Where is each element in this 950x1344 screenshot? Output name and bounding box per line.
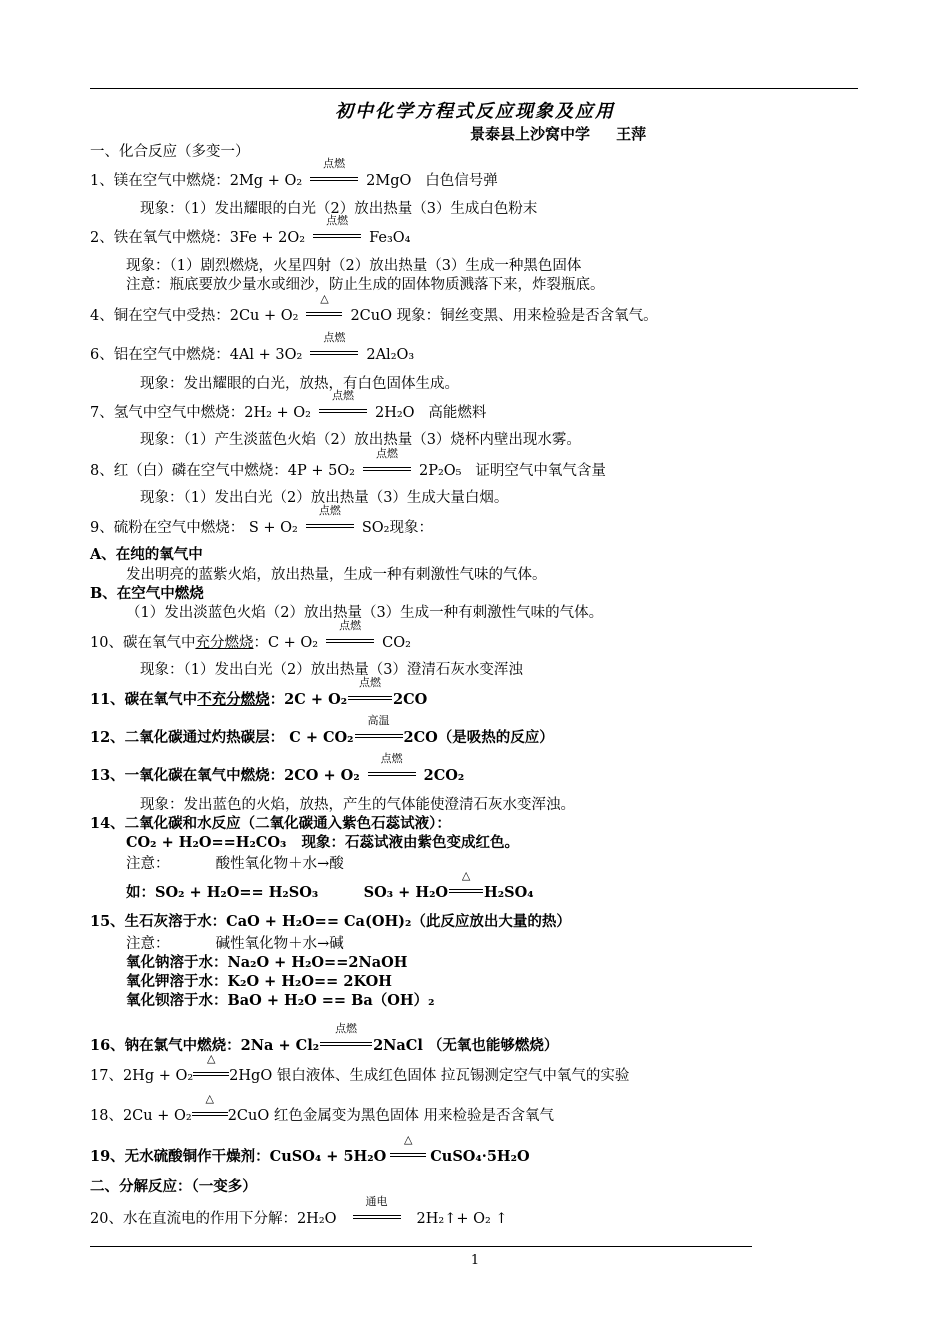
condition-arrow — [192, 1092, 228, 1120]
reaction-4 — [90, 292, 658, 325]
condition-label: △ — [461, 869, 471, 882]
reaction-12-reactants: 12、二氧化碳通过灼热碳层： C + CO₂ — [90, 729, 354, 746]
reaction-7-reactants: 7、氢气中空气中燃烧：2H₂ + O₂ — [90, 405, 311, 421]
reaction-20-products: 2H₂↑+ O₂ ↑ — [416, 1211, 508, 1227]
condition-label: 点燃 — [359, 676, 382, 689]
condition-label: 点燃 — [326, 214, 349, 227]
condition-label: 点燃 — [380, 752, 403, 765]
reaction-16-reactants: 16、钠在氯气中燃烧：2Na + Cl₂ — [90, 1037, 320, 1054]
reaction-10-underlined: 充分燃烧 — [195, 635, 254, 651]
condition-arrow — [313, 214, 361, 242]
reaction-9-case-b-desc: （1）发出淡蓝色火焰（2）放出热量（3）生成一种有刺激性气味的气体。 — [126, 605, 604, 621]
reaction-8 — [90, 447, 606, 480]
reaction-10-reactants: ：C + O₂ — [253, 635, 319, 651]
reaction-14: 14、二氧化碳和水反应（二氧化碳通入紫色石蕊试液）： — [90, 815, 451, 832]
condition-arrow — [355, 714, 403, 742]
reaction-17-products: 2HgO 银白液体、生成红色固体 拉瓦锡测定空气中氧气的实验 — [229, 1068, 630, 1084]
reaction-2-note: 注意：瓶底要放少量水或细沙，防止生成的固体物质溅落下来，炸裂瓶底。 — [126, 277, 605, 293]
condition-arrow — [306, 292, 342, 320]
reaction-9-case-b: B、在空气中燃烧 — [90, 585, 204, 602]
condition-arrow — [348, 676, 392, 704]
reaction-10-prefix: 10、碳在氧气中 — [90, 635, 196, 651]
condition-label: 点燃 — [318, 504, 341, 517]
condition-arrow — [319, 389, 367, 417]
reaction-11-prefix: 11、碳在氧气中 — [90, 691, 198, 708]
document-title: 初中化学方程式反应现象及应用 — [335, 101, 615, 122]
reaction-16 — [90, 1022, 559, 1055]
reaction-18 — [90, 1092, 554, 1125]
condition-arrow — [368, 752, 416, 780]
condition-arrow — [326, 619, 374, 647]
reaction-14-examples-product: H₂SO₄ — [484, 884, 534, 901]
page-number: 1 — [470, 1253, 480, 1268]
reaction-7-phenomenon: 现象：（1）产生淡蓝色火焰（2）放出热量（3）烧杯内壁出现水雾。 — [140, 432, 581, 448]
reaction-2 — [90, 214, 411, 247]
author-line: 景泰县上沙窝中学 王萍 — [470, 125, 647, 143]
reaction-4-products: 2CuO 现象：铜丝变黑、用来检验是否含氧气。 — [350, 308, 658, 324]
reaction-12 — [90, 714, 554, 747]
reaction-1-products: 2MgO 白色信号弹 — [366, 173, 498, 189]
reaction-11-products: 2CO — [393, 691, 428, 708]
reaction-10-phenomenon: 现象：（1）发出白光（2）放出热量（3）澄清石灰水变浑浊 — [140, 662, 523, 678]
condition-arrow — [390, 1133, 426, 1161]
condition-arrow — [320, 1022, 372, 1050]
reaction-1 — [90, 157, 498, 190]
condition-label: 点燃 — [331, 389, 354, 402]
reaction-6-phenomenon: 现象：发出耀眼的白光，放热，有白色固体生成。 — [140, 376, 459, 392]
condition-label: 点燃 — [335, 1022, 358, 1035]
condition-arrow — [306, 504, 354, 532]
reaction-6 — [90, 331, 415, 364]
reaction-11-reactants: ：2C + O₂ — [269, 691, 348, 708]
section-heading-combination: 一、化合反应（多变一） — [90, 144, 250, 160]
reaction-2-phenomenon: 现象：（1）剧烈燃烧，火星四射（2）放出热量（3）生成一种黑色固体 — [126, 258, 582, 274]
reaction-9-products: SO₂现象： — [361, 520, 433, 536]
condition-label: △ — [320, 292, 329, 305]
reaction-6-products: 2Al₂O₃ — [366, 347, 415, 363]
condition-arrow — [310, 331, 358, 359]
condition-label: 点燃 — [323, 331, 346, 344]
reaction-17-reactants: 17、2Hg + O₂ — [90, 1068, 194, 1084]
reaction-19-products: CuSO₄·5H₂O — [430, 1148, 530, 1165]
condition-label: 点燃 — [339, 619, 362, 632]
reaction-13-phenomenon: 现象：发出蓝色的火焰，放热，产生的气体能使澄清石灰水变浑浊。 — [140, 797, 575, 813]
reaction-20 — [90, 1195, 508, 1228]
condition-arrow — [363, 447, 411, 475]
reaction-18-reactants: 18、2Cu + O₂ — [90, 1108, 192, 1124]
reaction-13-reactants: 13、一氧化碳在氧气中燃烧：2CO + O₂ — [90, 767, 360, 784]
condition-arrow — [193, 1052, 229, 1080]
reaction-10-products: CO₂ — [382, 635, 411, 651]
reaction-8-phenomenon: 现象：（1）发出白光（2）放出热量（3）生成大量白烟。 — [140, 490, 509, 506]
condition-label: 通电 — [365, 1195, 388, 1208]
reaction-1-phenomenon: 现象：（1）发出耀眼的白光（2）放出热量（3）生成白色粉末 — [140, 201, 538, 217]
reaction-8-reactants: 8、红（白）磷在空气中燃烧：4P + 5O₂ — [90, 463, 355, 479]
reaction-9-case-a-desc: 发出明亮的蓝紫火焰，放出热量，生成一种有刺激性气味的气体。 — [126, 567, 547, 583]
condition-label: 高温 — [367, 714, 390, 727]
condition-arrow — [449, 869, 483, 897]
reaction-11-underlined: 不充分燃烧 — [197, 691, 270, 708]
reaction-2-reactants: 2、铁在氧气中燃烧：3Fe + 2O₂ — [90, 230, 306, 246]
reaction-14-note: 注意： 酸性氧化物＋水→酸 — [126, 856, 344, 872]
reaction-17 — [90, 1052, 630, 1085]
reaction-9-case-a: A、在纯的氧气中 — [90, 546, 203, 563]
reaction-19-reactants: 19、无水硫酸铜作干燥剂：CuSO₄ + 5H₂O — [90, 1148, 387, 1165]
condition-arrow — [353, 1195, 401, 1223]
reaction-7 — [90, 389, 487, 422]
reaction-13 — [90, 752, 465, 785]
reaction-12-products: 2CO（是吸热的反应） — [403, 729, 554, 746]
reaction-2-products: Fe₃O₄ — [369, 230, 411, 246]
reaction-15-bao: 氧化钡溶于水：BaO + H₂O == Ba（OH）₂ — [126, 992, 435, 1009]
reaction-9-reactants: 9、硫粉在空气中燃烧： S + O₂ — [90, 520, 298, 536]
reaction-9 — [90, 504, 433, 537]
bottom-rule — [90, 1246, 752, 1247]
reaction-20-reactants: 20、水在直流电的作用下分解：2H₂O — [90, 1211, 337, 1227]
section-heading-decomposition: 二、分解反应：（一变多） — [90, 1178, 257, 1195]
reaction-19 — [90, 1133, 530, 1166]
condition-label: △ — [206, 1052, 216, 1065]
reaction-18-products: 2CuO 红色金属变为黑色固体 用来检验是否含氧气 — [227, 1108, 554, 1124]
reaction-11 — [90, 676, 428, 709]
condition-label: 点燃 — [323, 157, 346, 170]
reaction-14-equation: CO₂ + H₂O==H₂CO₃ 现象：石蕊试液由紫色变成红色。 — [126, 834, 519, 851]
top-rule — [90, 88, 858, 89]
reaction-8-products: 2P₂O₅ 证明空气中氧气含量 — [419, 463, 606, 479]
reaction-14-examples-text: 如：SO₂ + H₂O== H₂SO₃ SO₃ + H₂O — [126, 884, 449, 901]
reaction-14-examples — [126, 869, 534, 902]
reaction-15: 15、生石灰溶于水：CaO + H₂O== Ca(OH)₂（此反应放出大量的热） — [90, 913, 571, 930]
reaction-15-note: 注意： 碱性氧化物＋水→碱 — [126, 936, 344, 952]
reaction-1-reactants: 1、镁在空气中燃烧：2Mg + O₂ — [90, 173, 303, 189]
condition-arrow — [310, 157, 358, 185]
reaction-7-products: 2H₂O 高能燃料 — [374, 405, 487, 421]
reaction-6-reactants: 6、铝在空气中燃烧：4Al + 3O₂ — [90, 347, 303, 363]
condition-label: △ — [205, 1092, 214, 1105]
condition-label: 点燃 — [376, 447, 398, 460]
reaction-16-products: 2NaCl （无氧也能够燃烧） — [373, 1037, 559, 1054]
reaction-15-na2o: 氧化钠溶于水：Na₂O + H₂O==2NaOH — [126, 954, 408, 971]
reaction-10 — [90, 619, 411, 652]
reaction-4-reactants: 4、铜在空气中受热：2Cu + O₂ — [90, 308, 299, 324]
reaction-15-k2o: 氧化钾溶于水：K₂O + H₂O== 2KOH — [126, 973, 392, 990]
reaction-13-products: 2CO₂ — [423, 767, 465, 784]
condition-label: △ — [404, 1133, 413, 1146]
